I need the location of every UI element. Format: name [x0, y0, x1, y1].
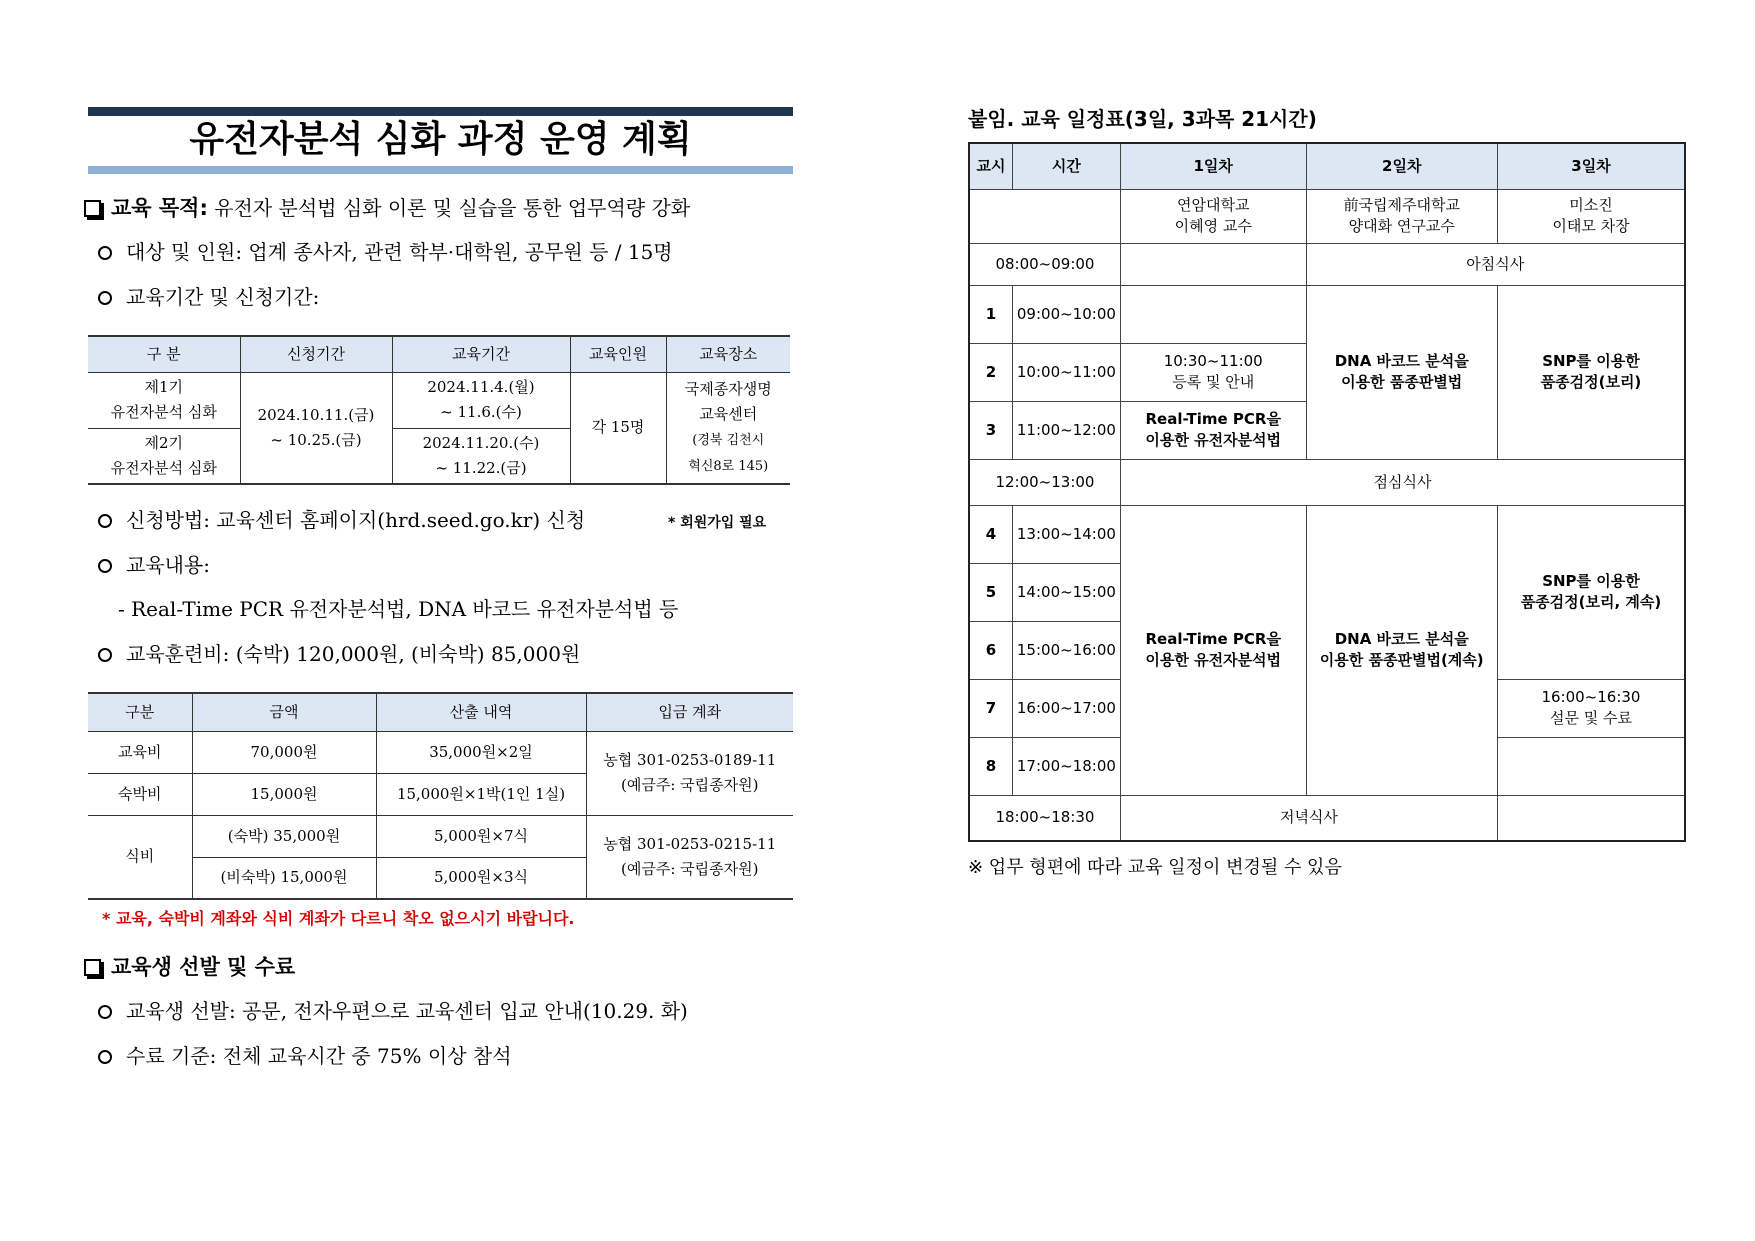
fee-lodging-name: 숙박비 — [88, 773, 192, 815]
dna-barcode-session: DNA 바코드 분석을 이용한 품종판별법 — [1306, 285, 1497, 459]
dinner-time: 18:00~18:30 — [969, 795, 1120, 841]
fee-table-header: 금액 — [192, 693, 376, 731]
schedule-header: 2일차 — [1306, 143, 1497, 189]
instructor-blank — [969, 189, 1120, 243]
title-bar-bottom — [88, 166, 793, 174]
period-num: 5 — [969, 563, 1012, 621]
period-table-header: 신청기간 — [240, 336, 392, 372]
select-line — [98, 997, 688, 1025]
account-1: 농협 301-0253-0189-11 (예금주: 국립종자원) — [586, 731, 793, 815]
circle-bullet-icon — [98, 291, 112, 305]
section2-head: 교육생 선발 및 수료 — [84, 952, 295, 982]
period-line — [98, 283, 319, 311]
fee-text: (숙박) 120,000원, (비숙박) 85,000원 — [229, 642, 581, 666]
circle-bullet-icon — [98, 559, 112, 573]
fee-edu-calc: 35,000원×2일 — [376, 731, 586, 773]
period-time: 17:00~18:00 — [1012, 737, 1120, 795]
checkbox-square-icon — [84, 200, 101, 217]
period-table-header: 구 분 — [88, 336, 240, 372]
content-line — [98, 551, 210, 579]
circle-bullet-icon — [98, 514, 112, 528]
fee-table-header: 산출 내역 — [376, 693, 586, 731]
purpose-text: 유전자 분석법 심화 이론 및 실습을 통한 업무역량 강화 — [207, 196, 691, 220]
circle-bullet-icon — [98, 1050, 112, 1064]
period-num: 3 — [969, 401, 1012, 459]
cohort-2-name: 제2기 유전자분석 심화 — [88, 428, 240, 484]
registration: 10:30~11:00 등록 및 안내 — [1120, 343, 1306, 401]
period-num: 8 — [969, 737, 1012, 795]
circle-bullet-icon — [98, 246, 112, 260]
apply-label: 신청방법: — [126, 508, 211, 532]
purpose-label: 교육 목적: — [111, 196, 208, 220]
account-warning: * 교육, 숙박비 계좌와 식비 계좌가 다르니 착오 없으시기 바랍니다. — [102, 909, 575, 928]
period-num: 2 — [969, 343, 1012, 401]
period-num: 7 — [969, 679, 1012, 737]
cohort-1-name: 제1기 유전자분석 심화 — [88, 372, 240, 428]
fee-meal-calc-1: 5,000원×7식 — [376, 815, 586, 857]
breakfast: 아침식사 — [1306, 243, 1685, 285]
target-label: 대상 및 인원: — [126, 240, 243, 264]
complete-text: 전체 교육시간 중 75% 이상 참석 — [216, 1044, 512, 1068]
lunch-time: 12:00~13:00 — [969, 459, 1120, 505]
checkbox-square-icon — [84, 959, 101, 976]
fee-table-header: 입금 계좌 — [586, 693, 793, 731]
cohort-2-edu-period: 2024.11.20.(수) ~ 11.22.(금) — [392, 428, 570, 484]
period-num: 4 — [969, 505, 1012, 563]
instructor-day2: 前국립제주대학교 양대화 연구교수 — [1306, 189, 1497, 243]
fee-meal-amount-2: (비숙박) 15,000원 — [192, 857, 376, 899]
fee-lodging-calc: 15,000원×1박(1인 1실) — [376, 773, 586, 815]
snp-session: SNP를 이용한 품종검정(보리) — [1497, 285, 1685, 459]
target-text: 업계 종사자, 관련 학부·대학원, 공무원 등 / 15명 — [242, 240, 673, 264]
content-label: 교육내용: — [126, 553, 211, 577]
period-time: 10:00~11:00 — [1012, 343, 1120, 401]
select-text: 공문, 전자우편으로 교육센터 입교 안내(10.29. 화) — [235, 999, 688, 1023]
period-num: 6 — [969, 621, 1012, 679]
schedule-title: 붙임. 교육 일정표(3일, 3과목 21시간) — [968, 107, 1317, 131]
select-label: 교육생 선발: — [126, 999, 236, 1023]
period1-blank — [1120, 285, 1306, 343]
period-time: 09:00~10:00 — [1012, 285, 1120, 343]
fee-edu-amount: 70,000원 — [192, 731, 376, 773]
fee-meal-calc-2: 5,000원×3식 — [376, 857, 586, 899]
fee-line — [98, 640, 580, 668]
breakfast-blank — [1120, 243, 1306, 285]
period-table-header: 교육인원 — [570, 336, 666, 372]
period-time: 16:00~17:00 — [1012, 679, 1120, 737]
schedule-header: 1일차 — [1120, 143, 1306, 189]
apply-period: 2024.10.11.(금) ~ 10.25.(금) — [240, 372, 392, 484]
period-time: 15:00~16:00 — [1012, 621, 1120, 679]
fee-label: 교육훈련비: — [126, 642, 230, 666]
complete-label: 수료 기준: — [126, 1044, 217, 1068]
complete-line — [98, 1042, 512, 1070]
fee-table — [88, 692, 793, 900]
survey: 16:00~16:30 설문 및 수료 — [1497, 679, 1685, 737]
apply-line — [98, 506, 585, 534]
purpose-line — [84, 193, 690, 223]
schedule-header: 시간 — [1012, 143, 1120, 189]
breakfast-time: 08:00~09:00 — [969, 243, 1120, 285]
period-time: 14:00~15:00 — [1012, 563, 1120, 621]
schedule-header: 교시 — [969, 143, 1012, 189]
schedule-table — [968, 142, 1686, 842]
dinner-blank — [1497, 795, 1685, 841]
circle-bullet-icon — [98, 1005, 112, 1019]
page-title: 유전자분석 심화 과정 운영 계획 — [189, 119, 692, 160]
dna-barcode-session-2: DNA 바코드 분석을 이용한 품종판별법(계속) — [1306, 505, 1497, 795]
apply-text: 교육센터 홈페이지(hrd.seed.go.kr) 신청 — [210, 508, 586, 532]
period-table-header: 교육기간 — [392, 336, 570, 372]
edu-place: 국제종자생명 교육센터 (경북 김천시 혁신8로 145) — [666, 372, 790, 484]
period-num: 1 — [969, 285, 1012, 343]
instructor-day1: 연암대학교 이혜영 교수 — [1120, 189, 1306, 243]
fee-meal-name: 식비 — [88, 815, 192, 899]
fee-edu-name: 교육비 — [88, 731, 192, 773]
fee-meal-amount-1: (숙박) 35,000원 — [192, 815, 376, 857]
period-table — [88, 335, 790, 485]
dinner: 저녁식사 — [1120, 795, 1497, 841]
period8-blank — [1497, 737, 1685, 795]
snp-session-2: SNP를 이용한 품종검정(보리, 계속) — [1497, 505, 1685, 679]
cohort-1-edu-period: 2024.11.4.(월) ~ 11.6.(수) — [392, 372, 570, 428]
fee-table-header: 구분 — [88, 693, 192, 731]
lunch: 점심식사 — [1120, 459, 1685, 505]
period-time: 11:00~12:00 — [1012, 401, 1120, 459]
schedule-header: 3일차 — [1497, 143, 1685, 189]
content-item: - Real-Time PCR 유전자분석법, DNA 바코드 유전자분석법 등 — [118, 597, 679, 621]
period-time: 13:00~14:00 — [1012, 505, 1120, 563]
membership-note: * 회원가입 필요 — [668, 515, 767, 531]
rt-pcr-session: Real-Time PCR을 이용한 유전자분석법 — [1120, 401, 1306, 459]
circle-bullet-icon — [98, 648, 112, 662]
schedule-footnote: ※ 업무 형편에 따라 교육 일정이 변경될 수 있음 — [968, 857, 1342, 878]
period-table-header: 교육장소 — [666, 336, 790, 372]
edu-people: 각 15명 — [570, 372, 666, 484]
fee-lodging-amount: 15,000원 — [192, 773, 376, 815]
rt-pcr-session-2: Real-Time PCR을 이용한 유전자분석법 — [1120, 505, 1306, 795]
period-label: 교육기간 및 신청기간: — [126, 285, 320, 309]
account-2: 농협 301-0253-0215-11 (예금주: 국립종자원) — [586, 815, 793, 899]
target-line — [98, 238, 673, 266]
instructor-day3: 미소진 이태모 차장 — [1497, 189, 1685, 243]
